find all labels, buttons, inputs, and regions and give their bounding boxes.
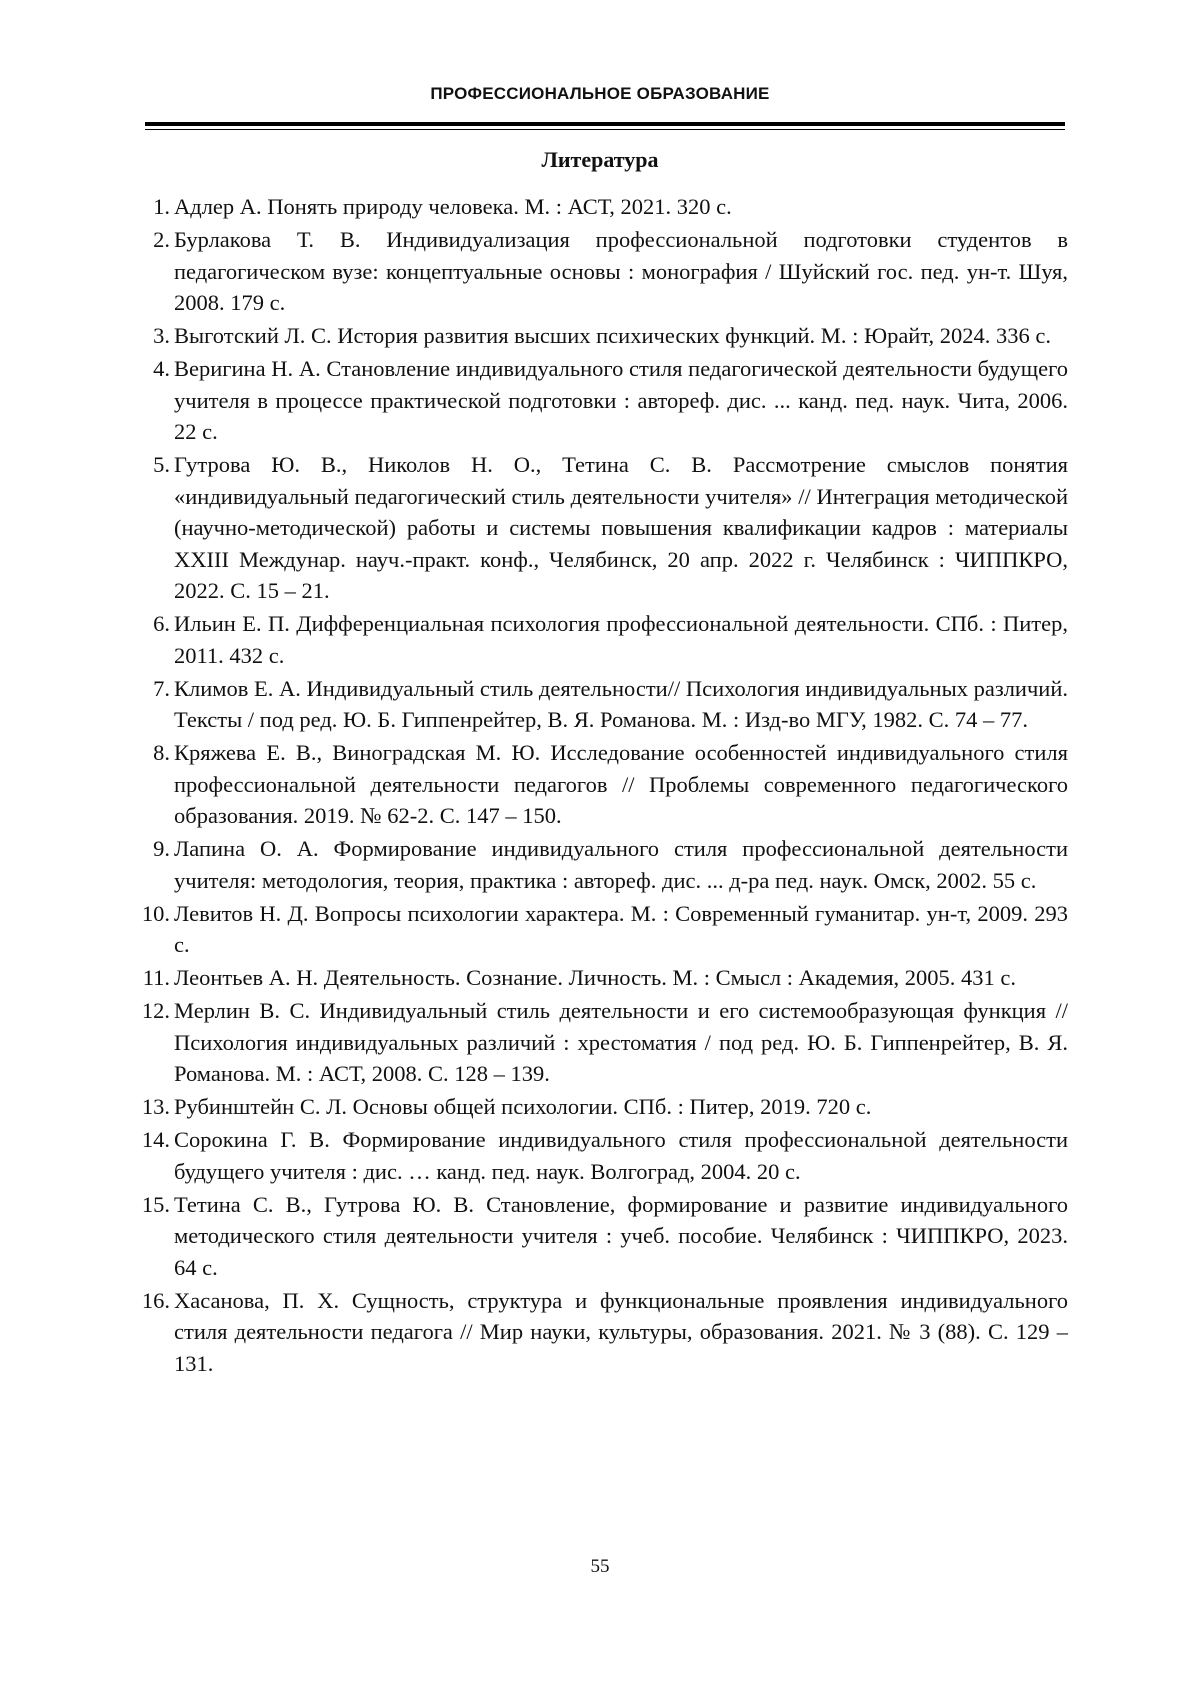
reference-text: Кряжева Е. В., Виноградская М. Ю. Исследование особенностей индивидуального стиля профессиональной деятельности педагогов // Проблемы современного педагогического образования. 2019. № 62-2. С. 147 – 150. <box>174 740 1068 828</box>
reference-text: Бурлакова Т. В. Индивидуализация профессиональной подготовки студентов в педагогическом вузе: концептуальные основы : монография / Шуйский гос. пед. ун-т. Шуя, 2008. 179 с. <box>174 227 1068 315</box>
reference-item <box>130 353 1068 448</box>
reference-text: Выготский Л. С. История развития высших психических функций. М. : Юрайт, 2024. 336 с. <box>174 323 1051 348</box>
reference-item <box>130 995 1068 1090</box>
reference-list <box>130 191 1068 1381</box>
reference-number: 1. <box>153 194 170 219</box>
reference-number: 5. <box>153 452 170 477</box>
reference-item <box>130 224 1068 319</box>
header-rule-thin <box>145 129 1065 130</box>
reference-item <box>130 449 1068 607</box>
reference-item <box>130 1124 1068 1187</box>
reference-number: 16. <box>141 1287 170 1313</box>
reference-item <box>130 673 1068 736</box>
reference-number: 2. <box>153 227 170 252</box>
reference-text: Левитов Н. Д. Вопросы психологии характера. М. : Современный гуманитар. ун-т, 2009. 293 с. <box>174 900 1068 957</box>
reference-text: Рубинштейн С. Л. Основы общей психологии. СПб. : Питер, 2019. 720 с. <box>174 1094 872 1119</box>
reference-item <box>130 833 1068 896</box>
reference-item <box>130 320 1068 352</box>
reference-text: Ильин Е. П. Дифференциальная психология профессиональной деятельности. СПб. : Питер, 2011. 432 с. <box>174 611 1068 668</box>
reference-number: 6. <box>153 611 170 636</box>
reference-number: 14. <box>141 1127 170 1152</box>
reference-item <box>130 191 1068 223</box>
reference-number: 4. <box>153 356 170 381</box>
reference-text: Веригина Н. А. Становление индивидуального стиля педагогической деятельности будущего учителя в процессе практической подготовки : автореф. дис. ... канд. пед. наук. Чита, 2006. 22 с. <box>174 356 1068 444</box>
reference-text: Леонтьев А. Н. Деятельность. Сознание. Личность. М. : Смысл : Академия, 2005. 431 с. <box>174 965 1017 990</box>
reference-item <box>130 898 1068 961</box>
reference-number: 12. <box>141 998 170 1023</box>
reference-item <box>130 1091 1068 1123</box>
reference-item <box>130 1189 1068 1284</box>
reference-item <box>130 608 1068 671</box>
running-header: ПРОФЕССИОНАЛЬНОЕ ОБРАЗОВАНИЕ <box>430 84 770 103</box>
reference-text: Мерлин В. С. Индивидуальный стиль деятельности и его системообразующая функция // Психология индивидуальных различий : хрестоматия / под ред. Ю. Б. Гиппенрейтер, В. Я. Романова. М. : АСТ, 2008. С. 128 – 139. <box>174 998 1068 1086</box>
page-number: 55 <box>590 1556 610 1577</box>
reference-text: Лапина О. А. Формирование индивидуального стиля профессиональной деятельности учителя: методология, теория, практика : автореф. дис. ... д-ра пед. наук. Омск, 2002. 55 с. <box>174 836 1068 893</box>
reference-number: 8. <box>153 740 170 765</box>
reference-item <box>130 737 1068 832</box>
reference-item <box>130 962 1068 994</box>
reference-text: Гутрова Ю. В., Николов Н. О., Тетина С. В. Рассмотрение смыслов понятия «индивидуальный педагогический стиль деятельности учителя» // Интеграция методической (научно-методической) работы и системы повышения квалификации кадров : материалы XXIII Междунар. науч.-практ. конф., Челябинск, 20 апр. 2022 г. Челябинск : ЧИППКРО, 2022. С. 15 – 21. <box>174 452 1068 603</box>
reference-number: 3. <box>153 323 170 348</box>
reference-text: Климов Е. А. Индивидуальный стиль деятельности// Психология индивидуальных различий. Тексты / под ред. Ю. Б. Гиппенрейтер, В. Я. Романова. М. : Изд-во МГУ, 1982. С. 74 – 77. <box>174 675 1068 732</box>
section-title: Литература <box>541 147 659 172</box>
reference-number: 15. <box>141 1191 170 1217</box>
header-rule-thick <box>145 122 1065 126</box>
reference-text: Адлер А. Понять природу человека. М. : АСТ, 2021. 320 с. <box>174 194 732 219</box>
reference-text: Хасанова, П. Х. Сущность, структура и функциональные проявления индивидуального стиля деятельности педагога // Мир науки, культуры, образования. 2021. № 3 (88). С. 129 – 131. <box>174 1287 1068 1376</box>
reference-number: 7. <box>153 675 170 701</box>
reference-number: 10. <box>141 900 170 926</box>
reference-number: 11. <box>142 965 170 990</box>
reference-item <box>130 1285 1068 1380</box>
reference-text: Сорокина Г. В. Формирование индивидуального стиля профессиональной деятельности будущего учителя : дис. … канд. пед. наук. Волгоград, 2004. 20 с. <box>174 1127 1068 1184</box>
reference-text: Тетина С. В., Гутрова Ю. В. Становление, формирование и развитие индивидуального методического стиля деятельности учителя : учеб. пособие. Челябинск : ЧИППКРО, 2023. 64 с. <box>174 1191 1068 1280</box>
reference-number: 13. <box>141 1094 170 1119</box>
reference-number: 9. <box>153 836 170 861</box>
